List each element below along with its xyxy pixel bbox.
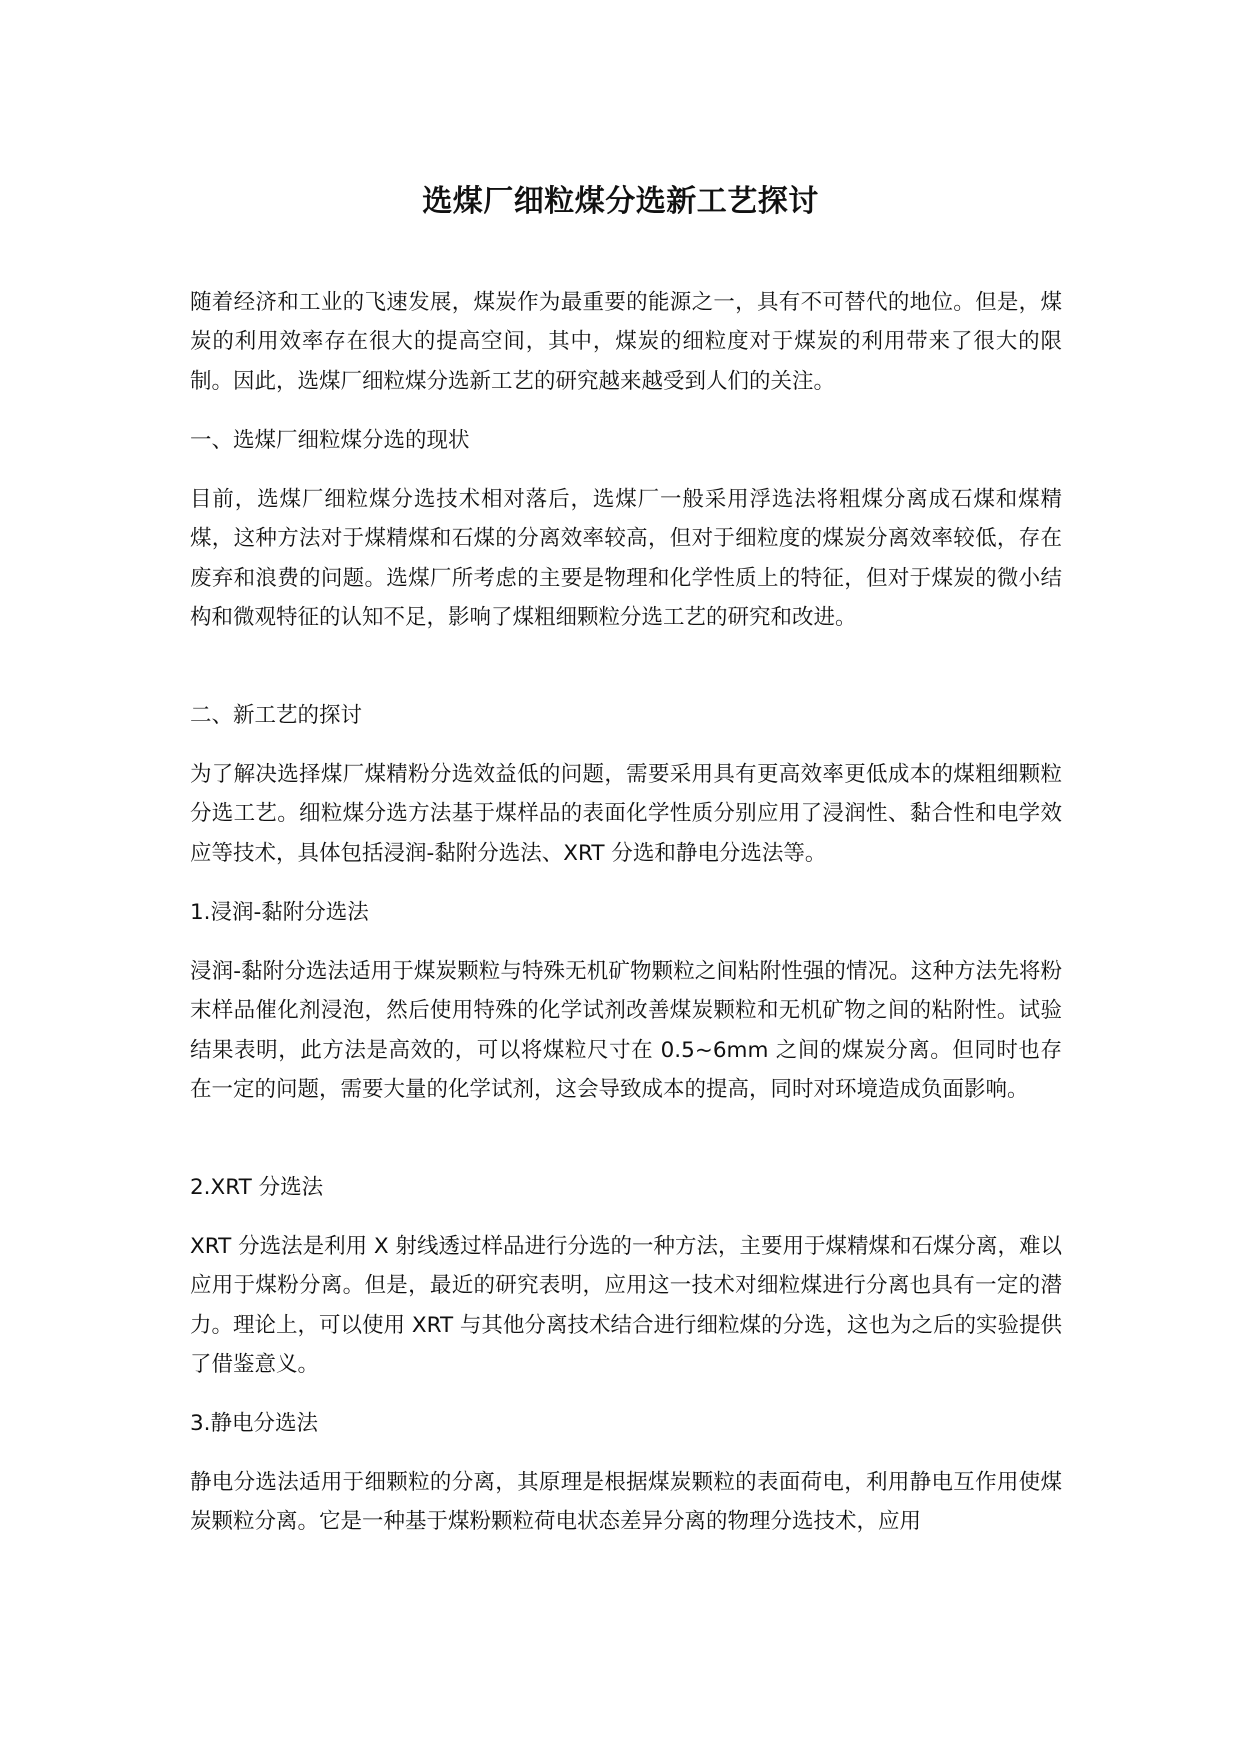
method-3-paragraph: 静电分选法适用于细颗粒的分离，其原理是根据煤炭颗粒的表面荷电，利用静电互作用使煤炭颗粒分离。它是一种基于煤粉颗粒荷电状态差异分离的物理分选技术，应用 <box>190 1470 1062 1535</box>
section-2-paragraph: 为了解决选择煤厂煤精粉分选效益低的问题，需要采用具有更高效率更低成本的煤粗细颗粒分选工艺。细粒煤分选方法基于煤样品的表面化学性质分别应用了浸润性、黏合性和电学效应等技术，具体包括浸润-黏附分选法、XRT 分选和静电分选法等。 <box>190 762 1062 866</box>
document-title: 选煤厂细粒煤分选新工艺探讨 <box>422 184 819 219</box>
section-2-heading: 二、新工艺的探讨 <box>190 703 363 728</box>
method-1-paragraph: 浸润-黏附分选法适用于煤炭颗粒与特殊无机矿物颗粒之间粘附性强的情况。这种方法先将粉末样品催化剂浸泡，然后使用特殊的化学试剂改善煤炭颗粒和无机矿物之间的粘附性。试验结果表明，此方法是高效的，可以将煤粒尺寸在 0.5~6mm 之间的煤炭分离。但同时也存在一定的问题，需要大量的化学试剂，这会导致成本的提高，同时对环境造成负面影响。 <box>190 959 1062 1103</box>
method-2-paragraph: XRT 分选法是利用 X 射线透过样品进行分选的一种方法，主要用于煤精煤和石煤分离，难以应用于煤粉分离。但是，最近的研究表明，应用这一技术对细粒煤进行分离也具有一定的潜力。理论上，可以使用 XRT 与其他分离技术结合进行细粒煤的分选，这也为之后的实验提供了借鉴意义。 <box>190 1234 1062 1378</box>
method-3-heading: 3.静电分选法 <box>190 1411 319 1436</box>
method-1-heading: 1.浸润-黏附分选法 <box>190 900 369 925</box>
section-1-paragraph: 目前，选煤厂细粒煤分选技术相对落后，选煤厂一般采用浮选法将粗煤分离成石煤和煤精煤，这种方法对于煤精煤和石煤的分离效率较高，但对于细粒度的煤炭分离效率较低，存在废弃和浪费的问题。选煤厂所考虑的主要是物理和化学性质上的特征，但对于煤炭的微小结构和微观特征的认知不足，影响了煤粗细颗粒分选工艺的研究和改进。 <box>190 487 1062 631</box>
intro-paragraph: 随着经济和工业的飞速发展，煤炭作为最重要的能源之一，具有不可替代的地位。但是，煤炭的利用效率存在很大的提高空间，其中，煤炭的细粒度对于煤炭的利用带来了很大的限制。因此，选煤厂细粒煤分选新工艺的研究越来越受到人们的关注。 <box>190 290 1062 394</box>
method-2-heading: 2.XRT 分选法 <box>190 1175 324 1200</box>
section-1-heading: 一、选煤厂细粒煤分选的现状 <box>190 428 470 453</box>
